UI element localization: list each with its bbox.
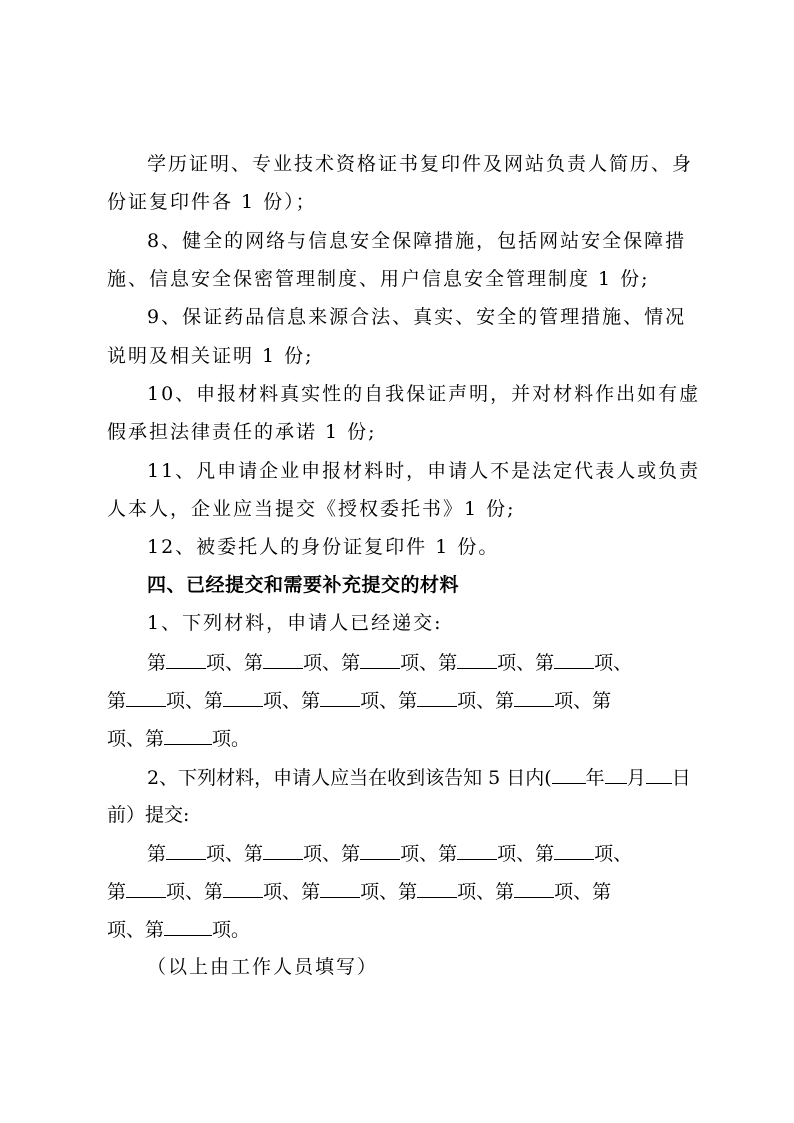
item-2-intro-text: 2、下列材料，申请人应当在收到该告知 5 日内( [147,767,552,789]
blank-row [107,688,794,713]
blank-field[interactable] [164,917,212,936]
blank-field[interactable] [166,650,206,669]
xiang-label: 项、 [166,881,205,903]
xiang-label: 项、 [263,881,302,903]
di-label: 第 [147,652,167,674]
di-label: 第 [341,652,361,674]
xiang-label: 项、 [400,843,439,865]
blank-field[interactable] [514,879,554,898]
blank-field[interactable] [263,650,303,669]
di-label: 第 [145,919,165,941]
di-label: 第 [147,843,167,865]
blank-field[interactable] [223,879,263,898]
di-label: 第 [535,843,555,865]
di-label: 第 [495,881,515,903]
xiang-label: 项、 [594,652,633,674]
year-field[interactable] [552,765,586,784]
month-field[interactable] [605,765,627,784]
xiang-label: 项、 [594,843,633,865]
item-12-line: 12、被委托人的身份证复印件 1 份。 [147,536,500,558]
month-label: 月 [626,767,646,789]
di-label: 第 [107,881,127,903]
item-11-line: 11、凡申请企业申报材料时，申请人不是法定代表人或负责 [147,460,701,482]
blank-field[interactable] [417,879,457,898]
blank-field[interactable] [457,841,497,860]
blank-field[interactable] [320,879,360,898]
xiang-label: 项、 [206,652,245,674]
di-label: 第 [244,652,264,674]
blank-field[interactable] [126,688,166,707]
item-11-line: 人本人，企业应当提交《授权委托书》1 份; [107,498,516,520]
blank-field[interactable] [457,650,497,669]
paragraph-line: 份证复印件各 1 份）； [107,191,317,213]
blank-field[interactable] [166,841,206,860]
di-label: 第 [398,881,418,903]
blank-row [107,879,794,904]
item-9-line: 9、保证药品信息来源合法、真实、安全的管理措施、情况 [147,306,687,328]
xiang-label: 项、 [360,881,399,903]
item-10-line: 10、申报材料真实性的自我保证声明，并对材料作出如有虚 [147,383,701,405]
paragraph-line: 学历证明、专业技术资格证书复印件及网站负责人简历、身 [147,153,694,175]
xiang-label: 项、 [554,690,593,712]
di-label: 第 [535,652,555,674]
blank-field[interactable] [417,688,457,707]
xiang-label: 项、 [554,881,593,903]
di-label: 第 [204,881,224,903]
item-1-intro: 1、下列材料，申请人已经递交: [147,612,443,634]
xiang-label: 项、 [497,843,536,865]
blank-field[interactable] [360,650,400,669]
di-label: 第 [438,843,458,865]
blank-row [107,917,794,942]
year-label: 年 [585,767,605,789]
di-label: 第 [244,843,264,865]
item-2-intro [147,765,794,790]
xiang-label: 项、 [263,690,302,712]
item-2-intro-cont: 前）提交: [107,804,190,826]
xiang-label: 项、 [206,843,245,865]
xiang-label: 项、 [457,690,496,712]
xiang-label: 项、 [497,652,536,674]
di-label: 第 [398,690,418,712]
di-label: 第 [495,690,515,712]
blank-field[interactable] [164,726,212,745]
di-label: 第 [438,652,458,674]
di-label: 第 [592,881,612,903]
xiang-label: 项。 [212,728,251,750]
xiang-label: 项、 [303,652,342,674]
blank-field[interactable] [223,688,263,707]
di-label: 第 [301,881,321,903]
xiang-label: 项、 [166,690,205,712]
di-label: 第 [592,690,612,712]
di-label: 第 [301,690,321,712]
day-label: 日 [671,767,691,789]
di-label: 第 [145,728,165,750]
blank-field[interactable] [554,841,594,860]
item-8-line: 8、健全的网络与信息安全保障措施，包括网站安全保障措 [147,230,687,252]
di-label: 第 [341,843,361,865]
blank-field[interactable] [126,879,166,898]
blank-field[interactable] [514,688,554,707]
xiang-label: 项、 [360,690,399,712]
blank-field[interactable] [263,841,303,860]
di-label: 第 [204,690,224,712]
xiang-label: 项、 [457,881,496,903]
item-9-line: 说明及相关证明 1 份; [107,345,314,367]
blank-field[interactable] [554,650,594,669]
day-field[interactable] [646,765,672,784]
blank-field[interactable] [360,841,400,860]
filled-by-staff-note: （以上由工作人员填写） [147,956,379,978]
xiang-label: 项。 [212,919,251,941]
xiang-label: 项、 [303,843,342,865]
di-label: 第 [107,690,127,712]
blank-field[interactable] [320,688,360,707]
xiang-label: 项、 [107,919,146,941]
xiang-label: 项、 [107,728,146,750]
blank-row [147,841,794,866]
xiang-label: 项、 [400,652,439,674]
item-10-line: 假承担法律责任的承诺 1 份; [107,421,377,443]
blank-row [147,650,794,675]
item-8-line: 施、信息安全保密管理制度、用户信息安全管理制度 1 份; [107,268,650,290]
section-heading: 四、已经提交和需要补充提交的材料 [147,574,460,596]
blank-row [107,726,794,751]
